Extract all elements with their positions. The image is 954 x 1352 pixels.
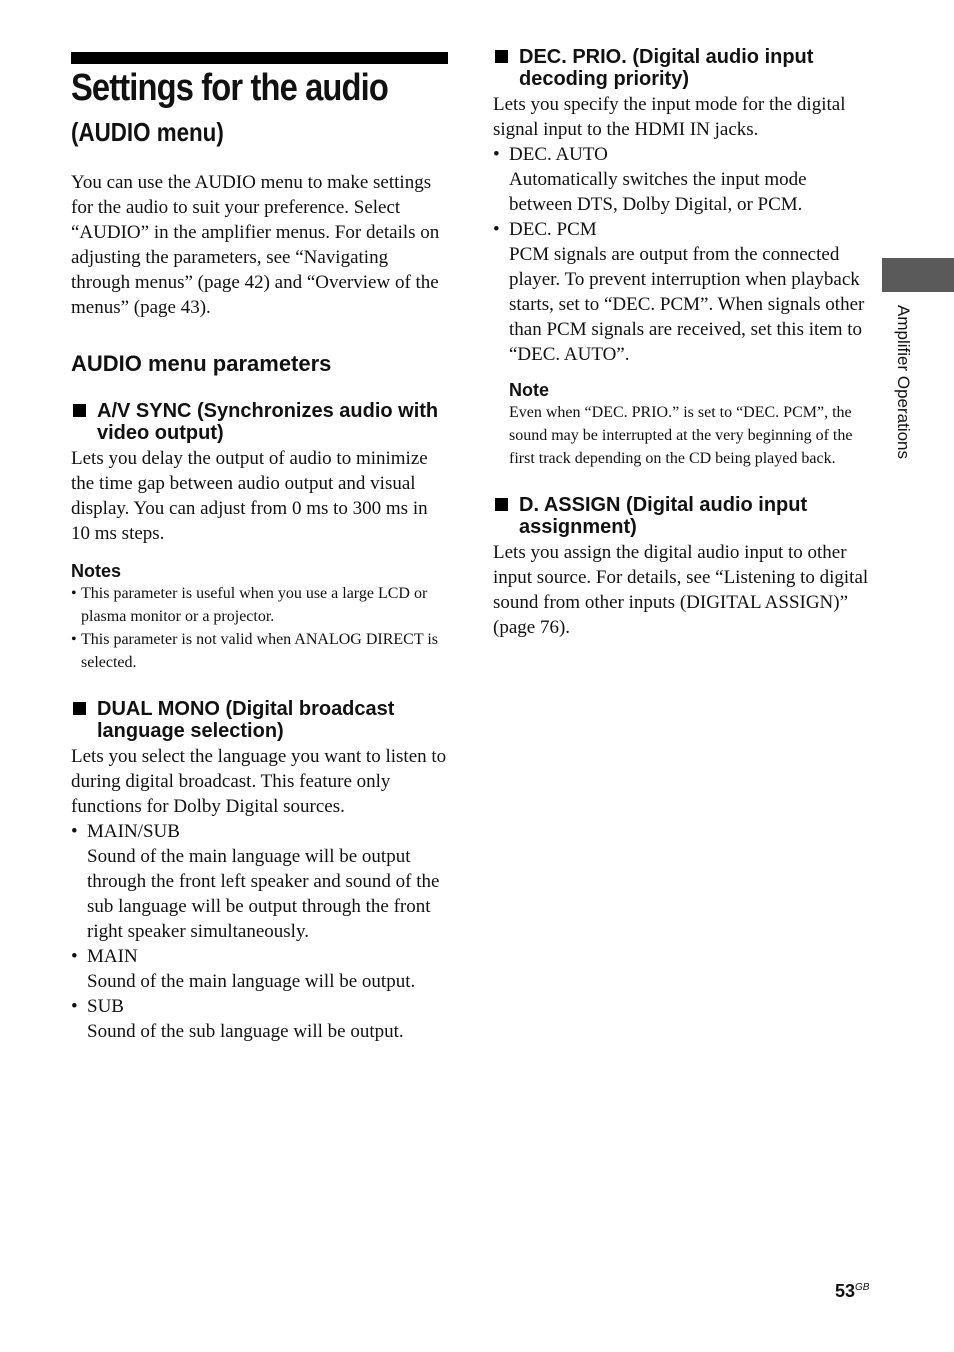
page-number: [835, 1281, 869, 1302]
list-item: • MAIN Sound of the main language will be output.: [71, 946, 416, 992]
list-item: • SUB Sound of the sub language will be output.: [71, 996, 404, 1042]
d-assign-heading: [493, 494, 871, 538]
page-number-value: 53: [835, 1281, 856, 1301]
av-sync-notes-list: [71, 582, 449, 674]
dec-prio-options: [493, 142, 871, 367]
square-bullet-icon: [495, 498, 508, 511]
side-tab-label: Amplifier Operations: [894, 305, 913, 460]
av-sync-notes-heading: Notes: [71, 561, 122, 581]
option-desc: Automatically switches the input mode between DTS, Dolby Digital, or PCM.: [509, 169, 807, 215]
d-assign-body: Lets you assign the digital audio input to other input source. For details, see “Listening to digital sound from other inputs (DIGITAL ASSIGN)” (page 76).: [493, 542, 869, 638]
option-desc: Sound of the main language will be output.: [87, 971, 416, 992]
dec-prio-heading-text: DEC. PRIO. (Digital audio input decoding priority): [519, 46, 814, 90]
dec-prio-note-heading: Note: [509, 380, 549, 400]
option-desc: Sound of the sub language will be output.: [87, 1021, 404, 1042]
dec-prio-note-block: [493, 379, 871, 470]
list-item: • MAIN/SUB Sound of the main language will be output through the front left speaker and sound of the sub language will be output through the front right speaker simultaneously.: [71, 821, 440, 942]
d-assign-heading-text: D. ASSIGN (Digital audio input assignment): [519, 494, 808, 538]
square-bullet-icon: [73, 404, 86, 417]
dec-prio-note: Even when “DEC. PRIO.” is set to “DEC. PCM”, the sound may be interrupted at the very beginning of the first track depending on the CD being played back.: [509, 404, 853, 467]
list-item: • This parameter is not valid when ANALOG DIRECT is selected.: [71, 628, 449, 674]
left-column: [71, 170, 449, 1044]
intro-paragraph: You can use the AUDIO menu to make settings for the audio to suit your preference. Select “AUDIO” in the amplifier menus. For details on adjusting the parameters, see “Navigating through menus” (page 42) and “Overview of the menus” (page 43).: [71, 172, 440, 318]
option-name: MAIN: [87, 946, 138, 967]
option-name: MAIN/SUB: [87, 821, 180, 842]
page-number-suffix: GB: [855, 1282, 870, 1293]
dec-prio-heading: [493, 46, 871, 90]
option-name: DEC. PCM: [509, 219, 597, 240]
dec-prio-body: Lets you specify the input mode for the digital signal input to the HDMI IN jacks.: [493, 94, 846, 140]
side-tab-marker: [882, 258, 954, 292]
dual-mono-heading-text: DUAL MONO (Digital broadcast language selection): [97, 698, 395, 742]
page-title: Settings for the audio: [71, 67, 388, 109]
option-name: DEC. AUTO: [509, 144, 608, 165]
dual-mono-heading: [71, 698, 449, 742]
av-sync-body: Lets you delay the output of audio to minimize the time gap between audio output and visual display. You can adjust from 0 ms to 300 ms in 10 ms steps.: [71, 448, 428, 544]
av-sync-heading: [71, 400, 449, 444]
dual-mono-options: [71, 819, 449, 1044]
option-desc: PCM signals are output from the connected player. To prevent interruption when playback starts, set to “DEC. PCM”. When signals other than PCM signals are received, set this item to “DEC. AUTO”.: [509, 244, 865, 365]
list-item: • DEC. AUTO Automatically switches the input mode between DTS, Dolby Digital, or PCM.: [493, 144, 807, 215]
list-item: • This parameter is useful when you use a large LCD or plasma monitor or a projector.: [71, 582, 449, 628]
right-column: [493, 46, 871, 640]
option-name: SUB: [87, 996, 124, 1017]
av-sync-heading-text: A/V SYNC (Synchronizes audio with video output): [97, 400, 439, 444]
square-bullet-icon: [73, 702, 86, 715]
option-desc: Sound of the main language will be output through the front left speaker and sound of the sub language will be output through the front right speaker simultaneously.: [87, 846, 440, 942]
title-rule: [71, 52, 448, 64]
square-bullet-icon: [495, 50, 508, 63]
page-subtitle: (AUDIO menu): [71, 117, 224, 147]
section-heading: AUDIO menu parameters: [71, 351, 332, 376]
list-item: • DEC. PCM PCM signals are output from the connected player. To prevent interruption when playback starts, set to “DEC. PCM”. When signals other than PCM signals are received, set this item to “DEC. AUTO”.: [493, 219, 865, 365]
dual-mono-body: Lets you select the language you want to listen to during digital broadcast. This feature only functions for Dolby Digital sources.: [71, 746, 447, 817]
